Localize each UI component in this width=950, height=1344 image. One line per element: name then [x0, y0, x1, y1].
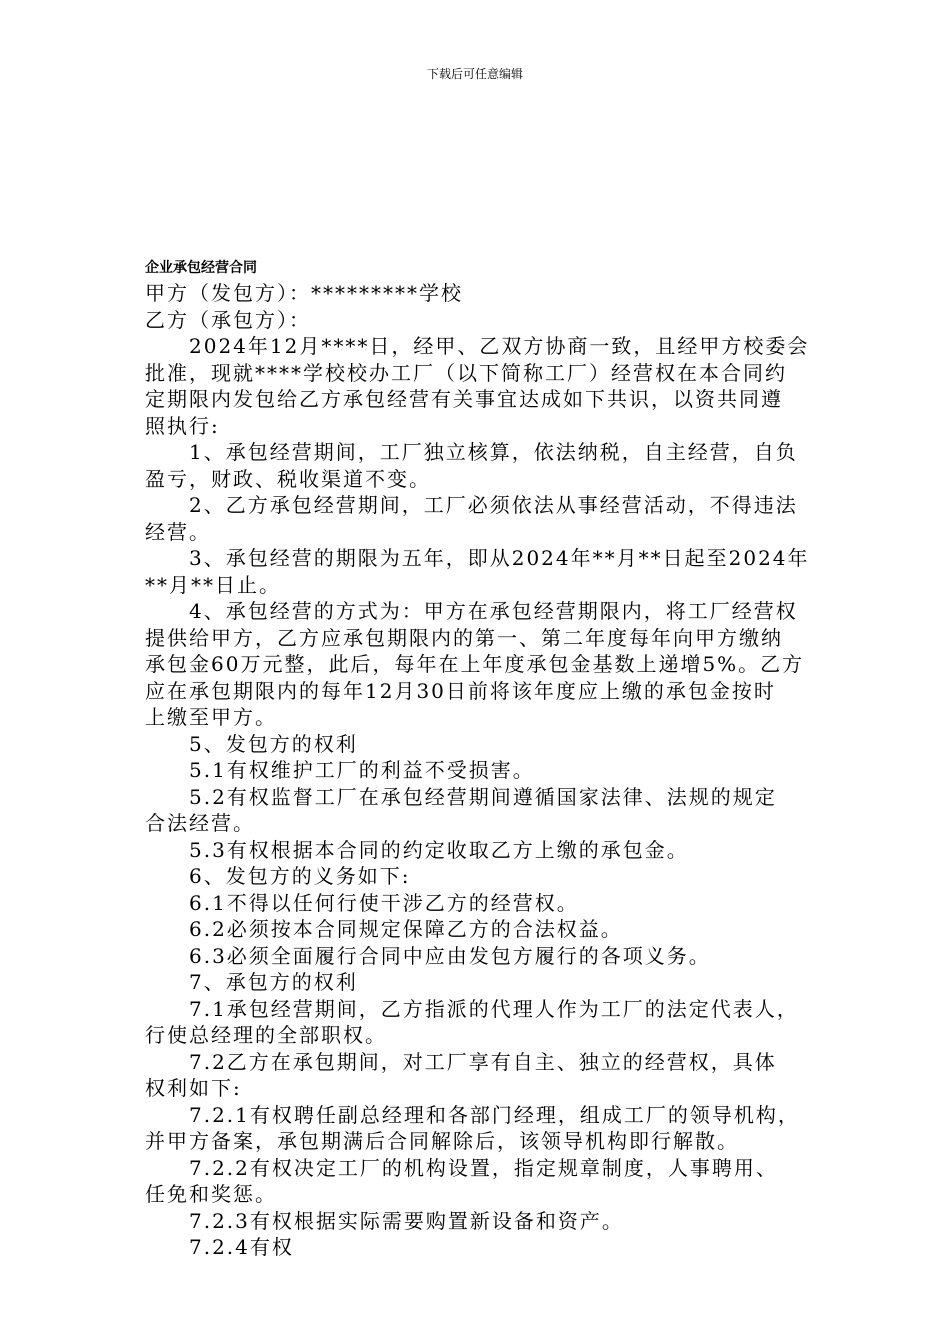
page-header-note: 下载后可任意编辑: [426, 67, 523, 81]
body-line: 权利如下:: [145, 1076, 242, 1100]
body-line: 提供给甲方，乙方应承包期限内的第一、第二年度每年向甲方缴纳: [145, 625, 783, 650]
body-line: 7、承包方的权利: [189, 970, 358, 994]
body-line: 6.2必须按本合同规定保障乙方的合法权益。: [189, 917, 623, 941]
contract-document: [145, 258, 810, 1261]
body-line: 5.2有权监督工厂在承包经营期间遵循国家法律、法规的规定: [189, 784, 777, 809]
body-line: 6.1不得以任何行使干涉乙方的经营权。: [189, 890, 579, 915]
body-line: 5.3有权根据本合同的约定收取乙方上缴的承包金。: [189, 837, 689, 862]
body-line: 乙方（承包方）：: [145, 307, 311, 332]
document-title: 企业承包经营合同: [145, 260, 257, 276]
body-line: 7.2.3有权根据实际需要购置新设备和资产。: [189, 1208, 624, 1233]
body-line: 4、承包经营的方式为：甲方在承包经营期限内，将工厂经营权: [189, 599, 798, 623]
body-line: 批准，现就****学校校办工厂（以下简称工厂）经营权在本合同约: [145, 360, 787, 385]
body-line: 1、承包经营期间，工厂独立核算，依法纳税，自主经营，自负: [189, 440, 798, 464]
body-line: 合法经营。: [145, 811, 255, 835]
body-line: **月**日止。: [145, 572, 281, 597]
body-line: 7.2.4有权: [189, 1235, 294, 1259]
body-line: 并甲方备案，承包期满后合同解除后，该领导机构即行解散。: [145, 1129, 739, 1153]
body-line: 6.3必须全面履行合同中应由发包方履行的各项义务。: [189, 943, 711, 968]
body-line: 7.2.1有权聘任副总经理和各部门经理，组成工厂的领导机构，: [189, 1102, 800, 1127]
body-line: 承包金60万元整，此后，每年在上年度承包金基数上递增5%。乙方: [145, 652, 805, 676]
body-line: 甲方（发包方）：*********学校: [145, 281, 463, 305]
body-line: 定期限内发包给乙方承包经营有关事宜达成如下共识，以资共同遵: [145, 387, 783, 411]
body-line: 照执行:: [145, 413, 220, 438]
body-line: 经营。: [145, 519, 211, 544]
body-line: 任免和奖惩。: [145, 1182, 277, 1206]
body-line: 7.2乙方在承包期间，对工厂享有自主、独立的经营权，具体: [189, 1049, 777, 1074]
body-line: 7.2.2有权决定工厂的机构设置，指定规章制度，人事聘用、: [189, 1155, 778, 1180]
body-line: 上缴至甲方。: [145, 705, 277, 729]
body-line: 2、乙方承包经营期间，工厂必须依法从事经营活动，不得违法: [189, 493, 798, 517]
body-line: 盈亏，财政、税收渠道不变。: [145, 466, 431, 491]
body-line: 7.1承包经营期间，乙方指派的代理人作为工厂的法定代表人，: [189, 996, 799, 1021]
body-line: 3、承包经营的期限为五年，即从2024年**月**日起至2024年: [189, 546, 810, 570]
body-line: 行使总经理的全部职权。: [145, 1023, 387, 1047]
body-line: 5、发包方的权利: [189, 731, 358, 756]
contract-body: [145, 280, 810, 1261]
body-line: 2024年12月****日，经甲、乙双方协商一致，且经甲方校委会: [189, 334, 810, 358]
body-line: 应在承包期限内的每年12月30日前将该年度应上缴的承包金按时: [145, 678, 776, 703]
body-line: 5.1有权维护工厂的利益不受损害。: [189, 758, 535, 782]
body-line: 6、发包方的义务如下:: [189, 864, 411, 888]
